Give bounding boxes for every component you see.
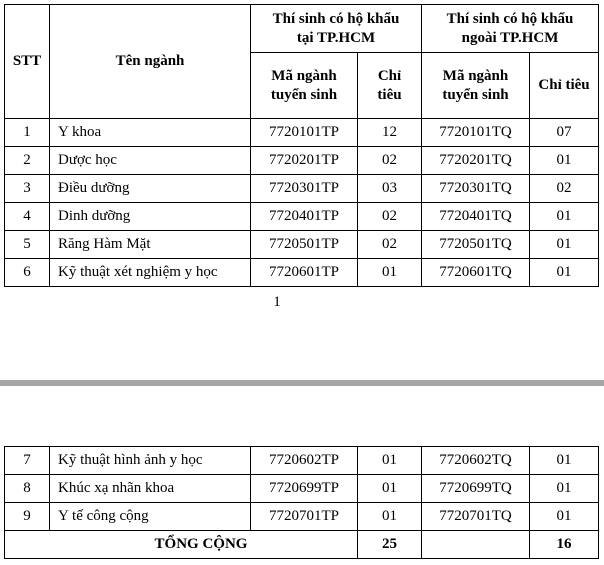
group-hcm-header: Thí sinh có hộ khẩu tại TP.HCM (251, 5, 422, 53)
cell-stt: 9 (5, 503, 50, 531)
cell-code-hcm: 7720602TP (251, 447, 358, 475)
cell-code-hcm: 7720401TP (251, 203, 358, 231)
cell-quota-outside: 01 (530, 231, 599, 259)
cell-quota-outside: 01 (530, 475, 599, 503)
cell-code-hcm: 7720501TP (251, 231, 358, 259)
total-quota-outside: 16 (530, 531, 599, 559)
total-quota-hcm: 25 (358, 531, 422, 559)
total-empty-cell (422, 531, 530, 559)
cell-code-hcm: 7720101TP (251, 119, 358, 147)
table-row (5, 475, 599, 503)
admission-table (4, 4, 599, 287)
cell-major-name: Dinh dưỡng (50, 203, 251, 231)
table-row (5, 259, 599, 287)
cell-quota-outside: 01 (530, 259, 599, 287)
col-quota-outside-header: Chỉ tiêu (530, 53, 599, 119)
table-row (5, 203, 599, 231)
cell-quota-outside: 07 (530, 119, 599, 147)
cell-code-hcm: 7720601TP (251, 259, 358, 287)
table-row (5, 231, 599, 259)
cell-stt: 8 (5, 475, 50, 503)
cell-major-name: Y khoa (50, 119, 251, 147)
page-break-divider (0, 380, 604, 386)
cell-major-name: Dược học (50, 147, 251, 175)
cell-quota-hcm: 02 (358, 147, 422, 175)
cell-major-name: Điều dưỡng (50, 175, 251, 203)
cell-major-name: Kỹ thuật xét nghiệm y học (50, 259, 251, 287)
cell-quota-hcm: 01 (358, 259, 422, 287)
admission-table-continued (4, 446, 599, 559)
cell-code-hcm: 7720301TP (251, 175, 358, 203)
cell-code-hcm: 7720701TP (251, 503, 358, 531)
cell-code-outside: 7720101TQ (422, 119, 530, 147)
cell-major-name: Kỹ thuật hình ảnh y học (50, 447, 251, 475)
cell-quota-hcm: 01 (358, 475, 422, 503)
col-code-outside-header: Mã ngành tuyển sinh (422, 53, 530, 119)
cell-code-hcm: 7720201TP (251, 147, 358, 175)
col-name-header: Tên ngành (50, 5, 251, 119)
cell-quota-hcm: 02 (358, 203, 422, 231)
cell-stt: 6 (5, 259, 50, 287)
cell-code-outside: 7720401TQ (422, 203, 530, 231)
cell-code-hcm: 7720699TP (251, 475, 358, 503)
col-quota-hcm-header: Chỉ tiêu (358, 53, 422, 119)
cell-quota-hcm: 03 (358, 175, 422, 203)
cell-code-outside: 7720201TQ (422, 147, 530, 175)
cell-code-outside: 7720501TQ (422, 231, 530, 259)
total-label: TỔNG CỘNG (5, 531, 358, 559)
cell-quota-outside: 02 (530, 175, 599, 203)
cell-stt: 5 (5, 231, 50, 259)
cell-major-name: Răng Hàm Mặt (50, 231, 251, 259)
cell-quota-hcm: 01 (358, 503, 422, 531)
cell-stt: 1 (5, 119, 50, 147)
cell-code-outside: 7720701TQ (422, 503, 530, 531)
cell-quota-outside: 01 (530, 503, 599, 531)
cell-stt: 2 (5, 147, 50, 175)
cell-stt: 7 (5, 447, 50, 475)
group-outside-header: Thí sinh có hộ khẩu ngoài TP.HCM (422, 5, 599, 53)
cell-code-outside: 7720301TQ (422, 175, 530, 203)
col-stt-header: STT (5, 5, 50, 119)
cell-code-outside: 7720601TQ (422, 259, 530, 287)
table-row (5, 147, 599, 175)
table-row (5, 503, 599, 531)
page-number: 1 (273, 294, 281, 310)
cell-quota-outside: 01 (530, 203, 599, 231)
table-row (5, 119, 599, 147)
col-code-hcm-header: Mã ngành tuyển sinh (251, 53, 358, 119)
cell-quota-hcm: 01 (358, 447, 422, 475)
cell-code-outside: 7720602TQ (422, 447, 530, 475)
cell-stt: 3 (5, 175, 50, 203)
cell-major-name: Y tế công cộng (50, 503, 251, 531)
cell-quota-outside: 01 (530, 447, 599, 475)
table-row (5, 175, 599, 203)
cell-stt: 4 (5, 203, 50, 231)
cell-quota-hcm: 12 (358, 119, 422, 147)
table-row (5, 447, 599, 475)
cell-quota-hcm: 02 (358, 231, 422, 259)
cell-major-name: Khúc xạ nhãn khoa (50, 475, 251, 503)
cell-quota-outside: 01 (530, 147, 599, 175)
cell-code-outside: 7720699TQ (422, 475, 530, 503)
